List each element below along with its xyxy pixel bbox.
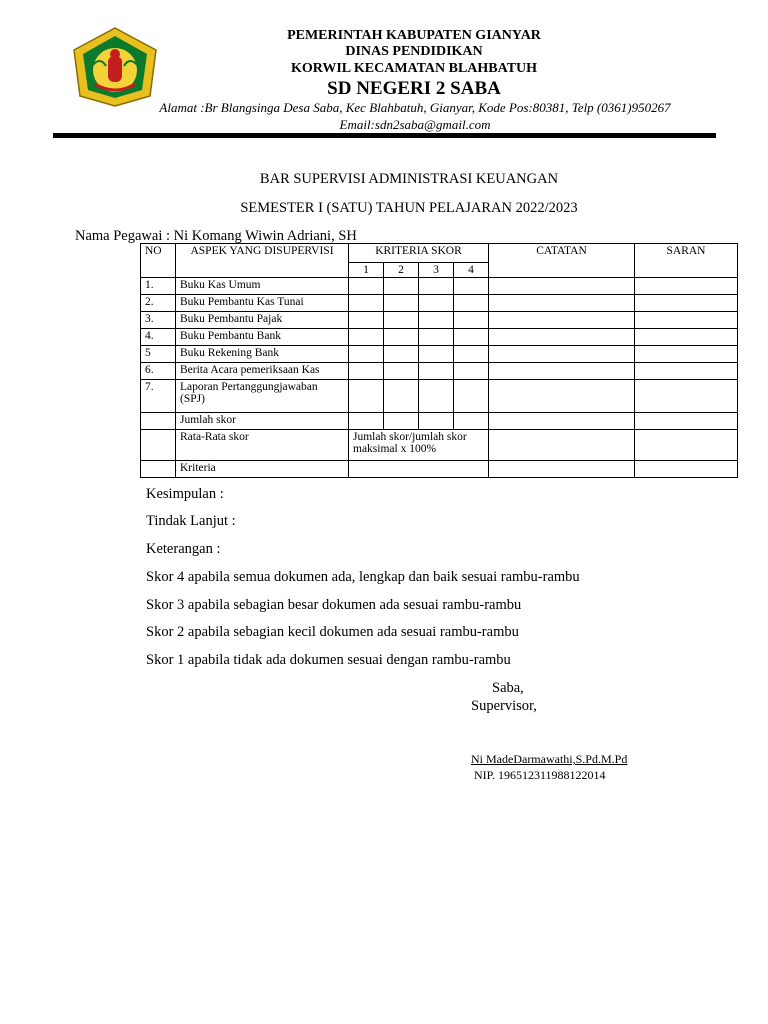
note-label: Keterangan : xyxy=(146,541,221,557)
document-subtitle: SEMESTER I (SATU) TAHUN PELAJARAN 2022/2023 xyxy=(240,200,578,216)
letterhead-government: PEMERINTAH KABUPATEN GIANYAR xyxy=(287,28,541,43)
header-aspect: ASPEK YANG DISUPERVISI xyxy=(176,244,349,278)
row-aspect: Buku Rekening Bank xyxy=(176,346,349,363)
criteria-row xyxy=(141,461,738,478)
row-aspect: Buku Pembantu Bank xyxy=(176,329,349,346)
score-header-1: 1 xyxy=(349,263,384,278)
row-aspect: Laporan Pertanggungjawaban (SPJ) xyxy=(176,380,349,413)
row-no: 3. xyxy=(141,312,176,329)
average-label: Rata-Rata skor xyxy=(176,430,349,461)
letterhead-district: KORWIL KECAMATAN BLAHBATUH xyxy=(290,61,538,76)
row-no: 4. xyxy=(141,329,176,346)
score-header-2: 2 xyxy=(384,263,419,278)
score-header-3: 3 xyxy=(419,263,454,278)
row-no: 1. xyxy=(141,278,176,295)
signatory-nip: NIP. 196512311988122014 xyxy=(474,768,606,782)
criteria-label: Kriteria xyxy=(176,461,349,478)
supervision-table xyxy=(140,243,738,478)
letterhead-divider xyxy=(53,133,716,138)
row-no: 2. xyxy=(141,295,176,312)
row-aspect: Buku Kas Umum xyxy=(176,278,349,295)
school-address: Alamat :Br Blangsinga Desa Saba, Kec Blahbatuh, Gianyar, Kode Pos:80381, Telp (0361)950267 xyxy=(159,100,671,115)
signature-place: Saba, xyxy=(492,680,524,696)
header-criteria: KRITERIA SKOR xyxy=(349,244,489,263)
school-name: SD NEGERI 2 SABA xyxy=(327,78,501,99)
table-row xyxy=(141,363,738,380)
signature-role: Supervisor, xyxy=(471,698,537,714)
header-no: NO xyxy=(141,244,176,278)
header-notes: CATATAN xyxy=(489,244,635,278)
row-no: 6. xyxy=(141,363,176,380)
table-row xyxy=(141,380,738,413)
average-row xyxy=(141,430,738,461)
employee-name: Nama Pegawai : Ni Komang Wiwin Adriani, SH xyxy=(75,228,357,244)
conclusion-label: Kesimpulan : xyxy=(146,486,224,502)
table-row xyxy=(141,346,738,363)
followup-label: Tindak Lanjut : xyxy=(146,513,236,529)
table-row xyxy=(141,278,738,295)
score-description: Skor 3 apabila sebagian besar dokumen ada sesuai rambu-rambu xyxy=(146,597,522,613)
table-row xyxy=(141,312,738,329)
score-header-4: 4 xyxy=(454,263,489,278)
row-aspect: Buku Pembantu Kas Tunai xyxy=(176,295,349,312)
score-description: Skor 1 apabila tidak ada dokumen sesuai dengan rambu-rambu xyxy=(146,652,511,668)
signatory-name: Ni MadeDarmawathi,S.Pd.M.Pd xyxy=(471,752,628,766)
table-row xyxy=(141,295,738,312)
row-aspect: Berita Acara pemeriksaan Kas xyxy=(176,363,349,380)
score-description: Skor 4 apabila semua dokumen ada, lengkap dan baik sesuai rambu-rambu xyxy=(146,569,580,585)
school-email: Email:sdn2saba@gmail.com xyxy=(339,117,491,132)
header-suggestion: SARAN xyxy=(635,244,738,278)
document-title: BAR SUPERVISI ADMINISTRASI KEUANGAN xyxy=(259,171,559,187)
table-header-row xyxy=(141,244,738,263)
row-no: 7. xyxy=(141,380,176,413)
row-aspect: Buku Pembantu Pajak xyxy=(176,312,349,329)
average-formula: Jumlah skor/jumlah skor maksimal x 100% xyxy=(349,430,489,461)
total-row xyxy=(141,413,738,430)
total-label: Jumlah skor xyxy=(176,413,349,430)
score-description: Skor 2 apabila sebagian kecil dokumen ada sesuai rambu-rambu xyxy=(146,624,519,640)
table-row xyxy=(141,329,738,346)
row-no: 5 xyxy=(141,346,176,363)
letterhead-department: DINAS PENDIDIKAN xyxy=(345,44,483,59)
